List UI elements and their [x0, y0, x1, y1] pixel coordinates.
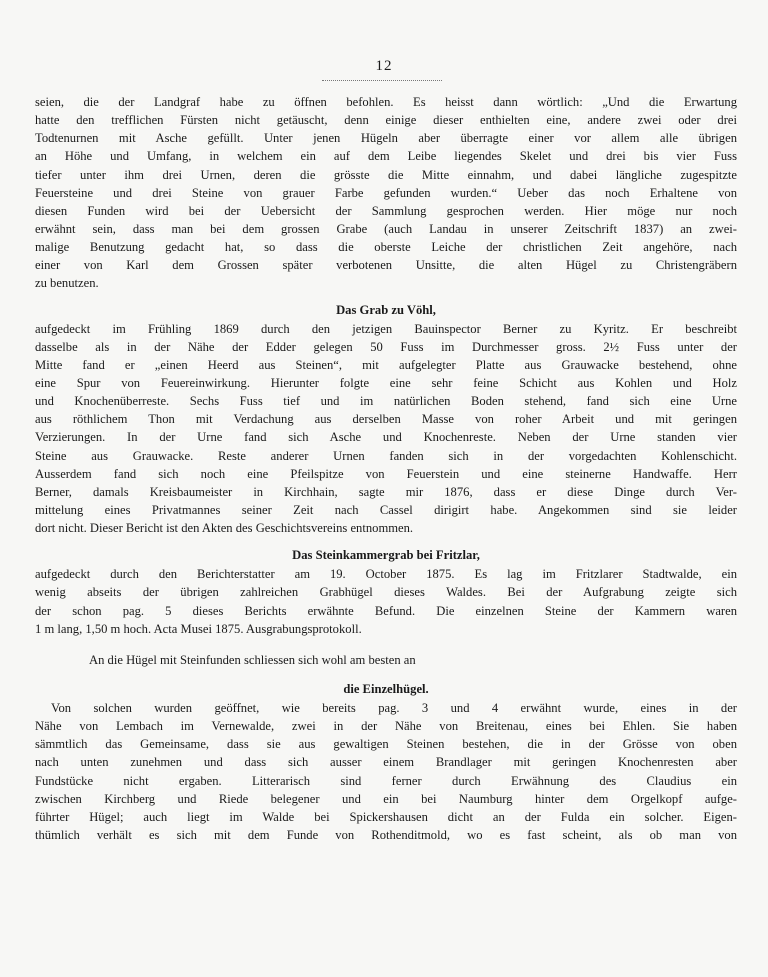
text-line: mittelung eines Privatmannes seiner Zeit nach Cassel dirigirt habe. Angekommen sind sie leider: [35, 502, 737, 517]
text-line: Von solchen wurden geöffnet, wie bereits pag. 3 und 4 erwähnt wurde, eines in der: [51, 700, 737, 715]
section-heading-einzelhuegel: die Einzelhügel.: [343, 681, 429, 696]
text-line: Steine aus Grauwacke. Reste anderer Urnen fanden sich in der vorgedachten Kohlenschicht.: [35, 448, 737, 463]
text-line: führter Hügel; auch liegt im Walde bei Spickershausen dicht an der Fulda ein solcher. Eigen-: [35, 809, 737, 824]
section-heading-voehl: Das Grab zu Vöhl,: [336, 302, 436, 317]
transition-line: An die Hügel mit Steinfunden schliessen sich wohl am besten an: [89, 652, 416, 667]
text-line: wenig abseits der übrigen zahlreichen Grabhügel dieses Waldes. Bei der Aufgrabung zeigte sich: [35, 585, 737, 600]
text-line: aufgedeckt im Frühling 1869 durch den jetzigen Bauinspector Berner zu Kyritz. Er beschreibt: [35, 321, 737, 336]
text-line: dort nicht. Dieser Bericht ist den Akten des Geschichtsvereins entnommen.: [35, 521, 414, 536]
text-line: Berner, damals Kreisbaumeister in Kirchhain, sagte mir 1876, dass er diese Dinge durch Ver-: [35, 484, 737, 499]
text-line: eine Spur von Feuereinwirkung. Hierunter folgte eine sehr feine Schicht aus Kohlen und Holz: [35, 375, 737, 390]
text-line: der schon pag. 5 dieses Berichts erwähnte Befund. Die einzelnen Steine der Kammern waren: [35, 603, 737, 618]
text-line: an Höhe und Umfang, in welchem ein auf dem Leibe liegendes Skelet und drei bis vier Fuss: [35, 149, 737, 164]
text-line: thümlich verhält es sich mit dem Funde von Rothenditmold, wo es fast scheint, als ob man von: [35, 827, 737, 842]
text-line: Mitte fand er „einen Heerd aus Steinen“, mit aufgelegter Platte aus Grauwacke bestehend, ohne: [35, 357, 737, 372]
text-line: Ausserdem fand sich noch eine Pfeilspitze von Feuerstein und eine steinerne Handwaffe. Herr: [35, 466, 737, 481]
text-line: Nähe von Lembach im Vernewalde, zwei in der Nähe von Breitenau, eines bei Ehlen. Sie haben: [35, 719, 737, 734]
text-line: diesen Funden wird bei der Uebersicht der Sammlung gesprochen werden. Hier möge nur noch: [35, 203, 737, 218]
header-rule: [322, 80, 442, 81]
body-text: [35, 93, 737, 844]
text-line: 1 m lang, 1,50 m hoch. Acta Musei 1875. Ausgrabungsprotokoll.: [35, 621, 362, 636]
text-line: einer von Karl dem Grossen später verbotenen Unsitte, die alten Hügel zu Christengräbern: [35, 258, 737, 273]
text-line: Feuersteine und drei Steine von grauer Farbe gefunden wurden.“ Ueber das noch Erhaltene von: [35, 185, 737, 200]
page-number: 12: [375, 58, 393, 74]
paragraph-intro: [35, 93, 737, 293]
paragraph-einzelhuegel: [35, 699, 737, 844]
text-line: malige Benutzung gedacht hat, so dass die oberste Leiche der christlichen Zeit angehöre, nach: [35, 240, 737, 255]
text-line: und Knochenüberreste. Sechs Fuss tief und im natürlichen Boden stehend, fand sich eine Urne: [35, 394, 737, 409]
text-line: seien, die der Landgraf habe zu öffnen befohlen. Es heisst dann wörtlich: „Und die Erwartung: [35, 95, 737, 109]
text-line: sämmtlich das Gemeinsame, dass sie aus gewaltigen Steinen bestehen, die in der Grösse von oben: [35, 737, 737, 752]
text-line: aufgedeckt durch den Berichterstatter am 19. October 1875. Es lag im Fritzlarer Stadtwalde, ein: [35, 567, 737, 582]
text-line: Verzierungen. In der Urne fand sich Asche und Knochenreste. Neben der Urne standen vier: [35, 430, 737, 445]
text-line: tiefer unter ihm drei Urnen, deren die grösste die Mitte einnahm, und dabei längliche zugespitzte: [35, 167, 737, 182]
text-line: zu benutzen.: [35, 276, 99, 291]
paragraph-fritzlar: [35, 565, 737, 638]
text-line: erwähnt sein, dass man bei dem grossen Grabe (auch Landau in unserer Zeitschrift 1837) an zwei-: [35, 221, 737, 236]
text-line: dasselbe als in der Nähe der Edder gelegen 50 Fuss im Durchmesser gross. 2½ Fuss unter der: [35, 339, 737, 354]
text-line: Fundstücke nicht ergaben. Litterarisch sind ferner durch Erwähnung des Claudius ein: [35, 773, 737, 788]
text-line: hatte den trefflichen Fürsten nicht getäuscht, denn einige dieser enthielten eine, andere zwei oder drei: [35, 113, 737, 128]
text-line: nach unten zunehmen und dass sich ausser einem Brandlager mit geringen Knochenresten aber: [35, 755, 737, 770]
paragraph-voehl: [35, 320, 737, 538]
text-line: aus röthlichem Thon mit Verdachung aus derselben Masse von roher Arbeit und mit geringen: [35, 412, 737, 427]
section-heading-fritzlar: Das Steinkammergrab bei Fritzlar,: [292, 548, 480, 563]
text-line: Todtenurnen mit Asche gefüllt. Unter jenen Hügeln aber überragte einer vor allem alle übrigen: [35, 131, 737, 146]
text-line: zwischen Kirchberg und Riede belegener und ein bei Naumburg hinter dem Orgelkopf aufge-: [35, 791, 737, 806]
